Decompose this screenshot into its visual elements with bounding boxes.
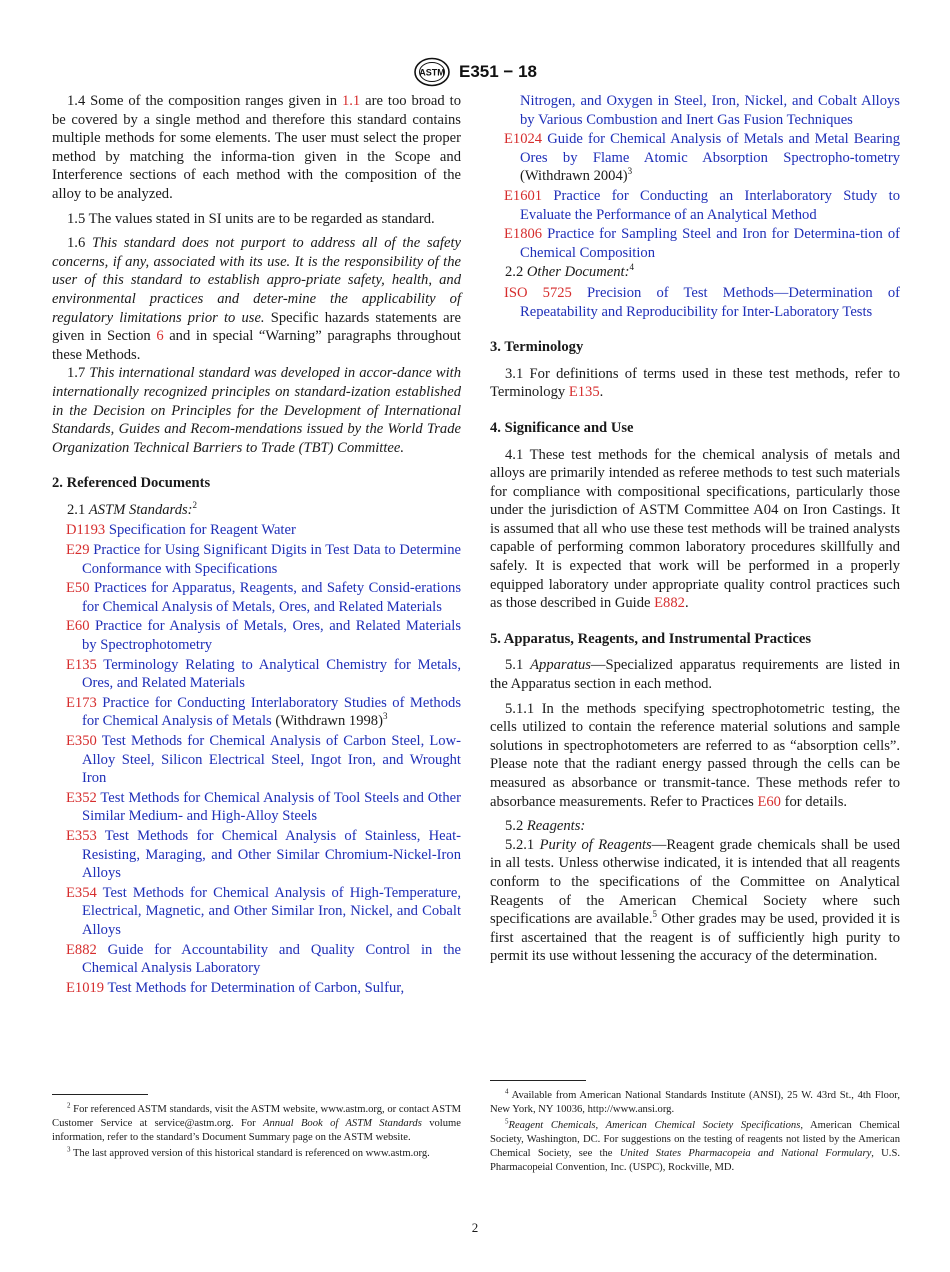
footnotes-left — [52, 1094, 461, 1163]
ref-e1019-continued[interactable]: Nitrogen, and Oxygen in Steel, Iron, Nickel, and Cobalt Alloys by Various Combustion and Inert Gas Fusion Techniques — [520, 93, 900, 128]
footnote-5: $^5$Reagent Chemicals, American Chemical Society Specifications, American Chemical Society, Washington, DC. For suggestions on the testing of reagents not listed by the American Chemical Society, see the United States Pharmacopeia and National Formulary, U.S. Pharmacopeial Convention, Inc. (USPC), Rockville, MD. — [490, 1117, 900, 1173]
section-3-heading: 3. Terminology — [490, 339, 584, 356]
paragraph-1-7: 1.7 This international standard was developed in accor-dance with internationally recognized principles on standard-ization established in the Decision on Principles for the Development of International Standards, Guides and Recom-mendations issued by the World Trade Organization Technical Barriers to Trade (TBT) Committee. — [52, 365, 461, 456]
link-e135[interactable]: E135 — [568, 384, 600, 401]
standard-designation: E351 − 18 — [459, 62, 537, 81]
paragraph-5-2-1: 5.2.1 Purity of Reagents—Reagent grade chemicals shall be used in all tests. Unless otherwise indicated, it is intended that all reagents conform to the specifications of the Committee on Analytical Reagents of the American Chemical Society where such specifications are available.$^5$ Other grades may be used, provided it is first ascertained that the reagent is of sufficiently high purity to permit its use without lessening the accuracy of the determination. — [490, 836, 900, 965]
right-column — [490, 92, 900, 972]
ref-e135[interactable]: E135 Terminology Relating to Analytical Chemistry for Metals, Ores, and Related Materials — [66, 656, 461, 692]
ref-e173[interactable]: E173 Practice for Conducting Interlaboratory Studies of Methods for Chemical Analysis of Metals (Withdrawn 1998)$^3$ — [66, 694, 461, 730]
footnotes-right — [490, 1080, 900, 1177]
ref-e29[interactable]: E29 Practice for Using Significant Digits in Test Data to Determine Conformance with Specifications — [66, 542, 461, 577]
ref-e350[interactable]: E350 Test Methods for Chemical Analysis of Carbon Steel, Low-Alloy Steel, Silicon Electrical Steel, Ingot Iron, and Wrought Iron — [66, 733, 461, 787]
page-number: 2 — [471, 1220, 479, 1235]
section-4-heading: 4. Significance and Use — [490, 419, 634, 436]
paragraph-5-1-1: 5.1.1 In the methods specifying spectrophotometric testing, the cells utilized to contain the reference material solutions and sample solutions in spectrophotometers are referred to as “absorption cells”. Please note that the radiant energy passed through the cells can be measured as absorbance or transmit-tance. These methods refer to absorbance measurements. Refer to Practices E60 for details. — [490, 700, 900, 810]
paragraph-5-2: 5.2 Reagents: — [505, 818, 586, 835]
link-section-1-1[interactable]: 1.1 — [341, 93, 361, 109]
footnote-rule — [490, 1080, 586, 1081]
ref-d1193[interactable]: D1193 Specification for Reagent Water — [66, 522, 296, 539]
footnote-2: $^2$ For referenced ASTM standards, visit the ASTM website, www.astm.org, or contact ASTM Customer Service at service@astm.org. For Annual Book of ASTM Standards volume information, refer to the standard’s Document Summary page on the ASTM website. — [52, 1101, 461, 1143]
left-column — [52, 92, 461, 998]
link-e882[interactable]: E882 — [654, 595, 685, 612]
paragraph-1-6: 1.6 This standard does not purport to address all of the safety concerns, if any, associated with its use. It is the responsibility of the user of this standard to establish appro-priate safety, health, and environmental practices and deter-mine the applicability of regulatory limitations prior to use. Specific hazards statements are given in Section 6 and in special “Warning” paragraphs throughout these Methods. — [52, 235, 461, 363]
paragraph-5-1: 5.1 Apparatus—Specialized apparatus requirements are listed in the Apparatus section in each method. — [490, 657, 900, 693]
paragraph-2-1: 2.1 ASTM Standards:$^2$ — [67, 500, 198, 518]
ref-e352[interactable]: E352 Test Methods for Chemical Analysis of Tool Steels and Other Similar Medium- and High-Alloy Steels — [66, 789, 461, 825]
ref-e1019[interactable]: E1019 Test Methods for Determination of Carbon, Sulfur, — [66, 979, 405, 996]
ref-e1024[interactable]: E1024 Guide for Chemical Analysis of Metals and Metal Bearing Ores by Flame Atomic Absorption Spectropho-tometry (Withdrawn 2004)$^3$ — [504, 131, 900, 185]
footnote-rule — [52, 1094, 148, 1095]
paragraph-1-4: 1.4 Some of the composition ranges given in 1.1 are too broad to be covered by a single method and therefore this standard contains multiple methods for some elements. The user must select the proper method by matching the informa-tion given in the Scope and Interference sections of each method with the composition of the alloy to be analyzed. — [52, 93, 461, 202]
ref-e354[interactable]: E354 Test Methods for Chemical Analysis of High-Temperature, Electrical, Magnetic, and Other Similar Iron, Nickel, and Cobalt Alloys — [66, 884, 461, 938]
paragraph-2-2: 2.2 Other Document:$^4$ — [505, 262, 634, 281]
section-2-heading: 2. Referenced Documents — [52, 475, 211, 492]
astm-logo-icon — [413, 57, 451, 87]
ref-e1601[interactable]: E1601 Practice for Conducting an Interlaboratory Study to Evaluate the Performance of an Analytical Method — [504, 187, 900, 223]
paragraph-1-5: 1.5 The values stated in SI units are to be regarded as standard. — [67, 210, 435, 227]
section-5-heading: 5. Apparatus, Reagents, and Instrumental Practices — [490, 630, 812, 647]
footnote-4: $^4$ Available from American National Standards Institute (ANSI), 25 W. 43rd St., 4th Floor, New York, NY 10036, http://www.ansi.org. — [490, 1087, 900, 1115]
paragraph-4-1: 4.1 These test methods for the chemical analysis of metals and alloys are primarily intended as referee methods to test such materials for compliance with compositional specifications, particularly those under the jurisdiction of ASTM Committee A04 on Iron Castings. It is assumed that all who use these test methods will be trained analysts capable of performing common laboratory procedures skillfully and safely. It is expected that work will be performed in a properly equipped laboratory under appropriate quality control practices such as those described in Guide E882. — [490, 446, 900, 612]
ref-e882[interactable]: E882 Guide for Accountability and Quality Control in the Chemical Analysis Laboratory — [66, 941, 461, 977]
link-e60[interactable]: E60 — [757, 793, 781, 810]
ref-iso-5725[interactable]: ISO 5725 Precision of Test Methods—Determination of Repeatability and Reproducibility for Inter-Laboratory Tests — [504, 284, 900, 320]
ref-e60[interactable]: E60 Practice for Analysis of Metals, Ores, and Related Materials by Spectrophotometry — [66, 618, 461, 654]
link-section-6[interactable]: 6 — [156, 328, 164, 345]
ref-e50[interactable]: E50 Practices for Apparatus, Reagents, and Safety Consid-erations for Chemical Analysis of Metals, Ores, and Related Materials — [66, 580, 461, 615]
logo-text: ASTM — [419, 67, 445, 78]
page-header — [0, 57, 950, 87]
ref-e1806[interactable]: E1806 Practice for Sampling Steel and Iron for Determina-tion of Chemical Composition — [504, 226, 900, 261]
paragraph-3-1: 3.1 For definitions of terms used in these test methods, refer to Terminology E135. — [490, 365, 900, 401]
ref-e353[interactable]: E353 Test Methods for Chemical Analysis of Stainless, Heat-Resisting, Maraging, and Other Similar Chromium-Nickel-Iron Alloys — [66, 827, 461, 882]
footnote-3: $^3$ The last approved version of this historical standard is referenced on www.astm.org. — [67, 1145, 430, 1159]
